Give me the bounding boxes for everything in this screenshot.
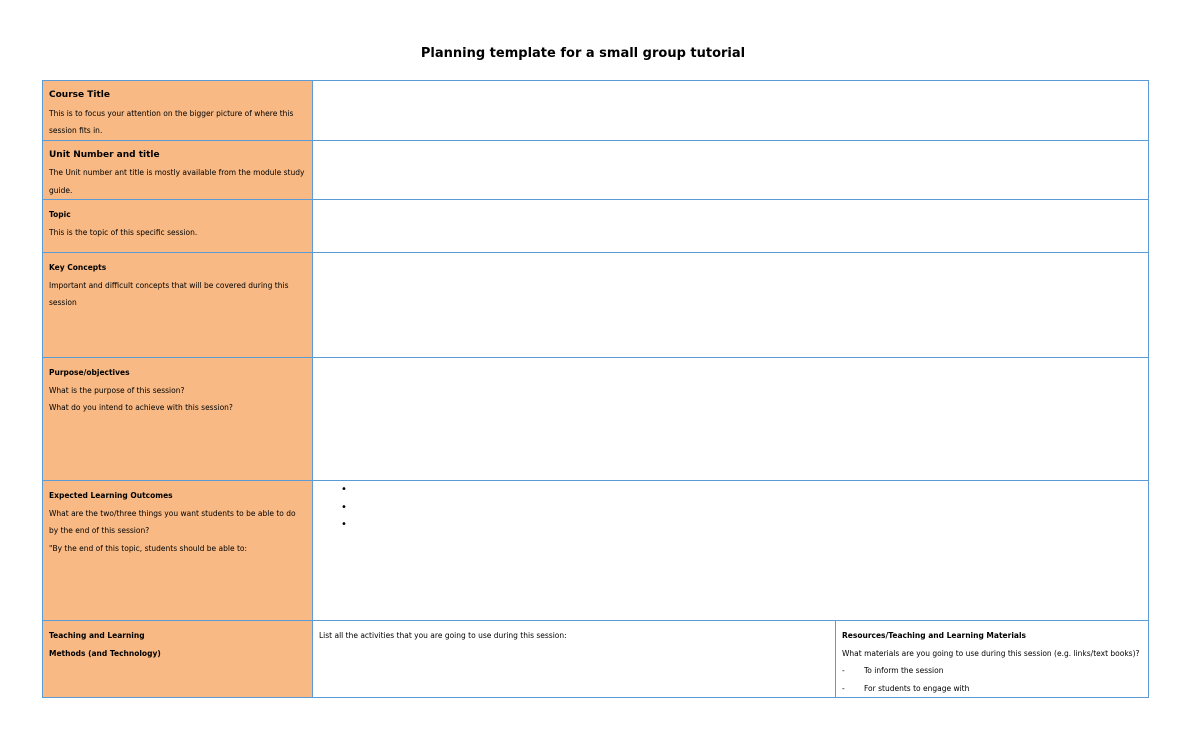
topic-input-cell[interactable] (313, 200, 1149, 253)
key-concepts-label-cell (43, 253, 313, 358)
teaching-heading-line-2: Methods (and Technology) (49, 648, 161, 658)
unit-heading: Unit Number and title (49, 149, 160, 160)
activities-prompt: List all the activities that you are going to use during this session: (319, 631, 567, 640)
outcomes-bullet-list (313, 481, 1148, 534)
course-title-heading: Course Title (49, 90, 110, 100)
purpose-question-1: What is the purpose of this session? (49, 385, 185, 395)
planning-table (42, 80, 1149, 698)
teaching-heading-line-1: Teaching and Learning (49, 631, 145, 640)
topic-description: This is the topic of this specific session. (49, 227, 198, 237)
resources-question: What materials are you going to use during this session (e.g. links/text books)? (842, 648, 1140, 658)
purpose-input-cell[interactable] (313, 358, 1149, 481)
resources-item-text: For students to engage with (864, 683, 970, 693)
unit-description: The Unit number ant title is mostly available from the module study guide. (49, 168, 305, 195)
purpose-heading: Purpose/objectives (49, 368, 130, 377)
unit-row (43, 140, 1149, 200)
topic-row (43, 200, 1149, 253)
page-title: Planning template for a small group tutorial (420, 46, 746, 61)
outcomes-prompt: "By the end of this topic, students should be able to: (49, 543, 248, 553)
key-concepts-heading: Key Concepts (49, 263, 107, 272)
course-title-row (43, 81, 1149, 141)
key-concepts-input-cell[interactable] (313, 253, 1149, 358)
outcomes-input-cell[interactable] (313, 481, 1149, 621)
resources-item-1 (842, 662, 1142, 680)
unit-label-cell (43, 140, 313, 200)
key-concepts-description: Important and difficult concepts that will be covered during this session (49, 280, 289, 307)
outcome-bullet-2[interactable] (313, 499, 1148, 517)
resources-cell[interactable] (836, 621, 1149, 698)
purpose-label-cell (43, 358, 313, 481)
purpose-row (43, 358, 1149, 481)
teaching-row (43, 621, 1149, 698)
outcomes-row (43, 481, 1149, 621)
outcome-bullet-3[interactable] (313, 516, 1148, 534)
unit-input-cell[interactable] (313, 140, 1149, 200)
course-title-input-cell[interactable] (313, 81, 1149, 141)
activities-cell[interactable] (313, 621, 836, 698)
outcomes-label-cell (43, 481, 313, 621)
topic-label-cell (43, 200, 313, 253)
resources-item-text: To inform the session (864, 666, 944, 675)
outcome-bullet-1[interactable] (313, 481, 1148, 499)
dash-marker: - (842, 666, 845, 675)
course-title-description: This is to focus your attention on the bigger picture of where this session fits in. (49, 108, 294, 135)
topic-heading: Topic (49, 210, 71, 219)
resources-heading: Resources/Teaching and Learning Materials (842, 631, 1026, 640)
key-concepts-row (43, 253, 1149, 358)
outcomes-question: What are the two/three things you want students to be able to do by the end of this session? (49, 508, 296, 535)
dash-marker: - (842, 683, 845, 693)
outcomes-heading: Expected Learning Outcomes (49, 491, 173, 500)
course-title-label-cell (43, 81, 313, 141)
teaching-label-cell (43, 621, 313, 698)
resources-item-2 (842, 680, 1142, 698)
purpose-question-2: What do you intend to achieve with this session? (49, 403, 233, 412)
